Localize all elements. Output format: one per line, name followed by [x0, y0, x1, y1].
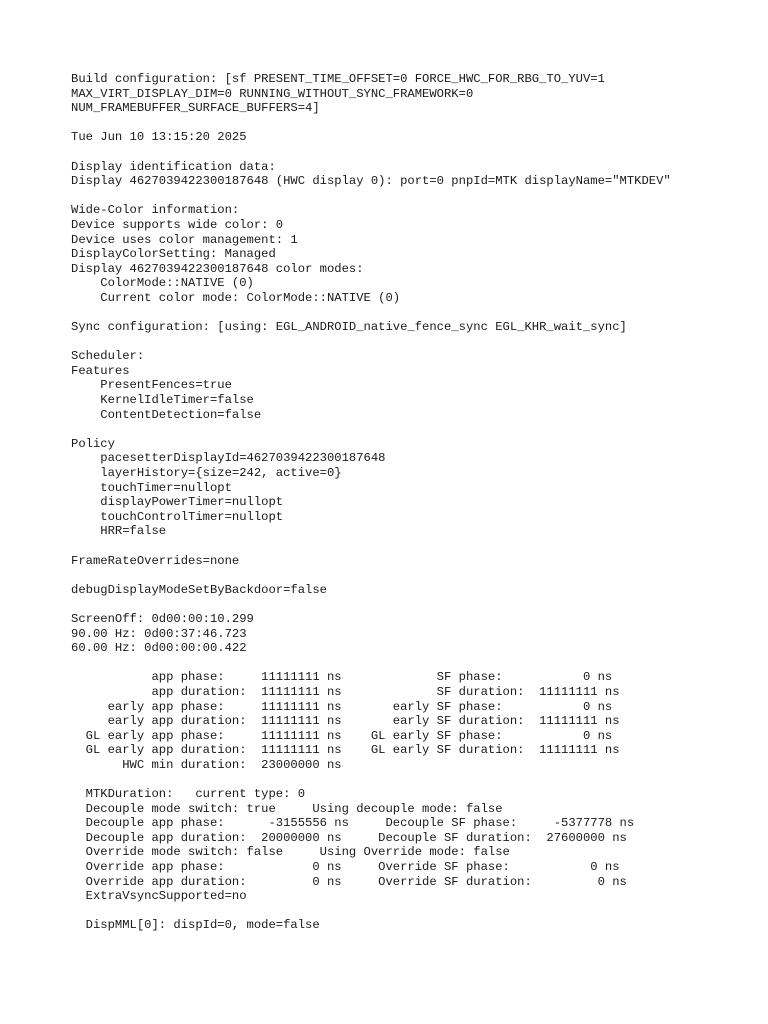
dump-line: [71, 422, 671, 437]
dump-line: displayPowerTimer=nullopt: [71, 495, 284, 510]
dump-line: touchTimer=nullopt: [71, 480, 232, 495]
dump-line: app phase: 11111111 ns SF phase: 0 ns: [71, 670, 613, 685]
dump-line: Build configuration: [sf PRESENT_TIME_OFFSET=0 FORCE_HWC_FOR_RBG_TO_YUV=1: [71, 72, 605, 86]
dump-line: debugDisplayModeSetByBackdoor=false: [71, 582, 327, 597]
dump-line: app duration: 11111111 ns SF duration: 11111111 ns: [71, 684, 620, 699]
dump-line: MTKDuration: current type: 0: [71, 787, 306, 802]
dump-line: [71, 335, 671, 350]
dump-line: Override mode switch: false Using Override mode: false: [71, 845, 510, 860]
dump-line: 90.00 Hz: 0d00:37:46.723: [71, 626, 247, 641]
dump-line: [71, 904, 671, 919]
dump-section-heading: Scheduler:: [71, 349, 145, 364]
dump-line: [71, 568, 671, 583]
dump-section-heading: Wide-Color information:: [71, 203, 240, 218]
dump-line: [71, 145, 671, 160]
dump-line: ScreenOff: 0d00:00:10.299: [71, 611, 254, 626]
dump-line: MAX_VIRT_DISPLAY_DIM=0 RUNNING_WITHOUT_SYNC_FRAMEWORK=0: [71, 86, 474, 101]
dump-line: NUM_FRAMEBUFFER_SURFACE_BUFFERS=4]: [71, 101, 320, 116]
dump-line: [71, 656, 671, 671]
dump-line: GL early app duration: 11111111 ns GL early SF duration: 11111111 ns: [71, 743, 620, 758]
dump-line: HRR=false: [71, 524, 167, 539]
dump-line: GL early app phase: 11111111 ns GL early SF phase: 0 ns: [71, 728, 613, 743]
surfaceflinger-dump-text: [71, 72, 671, 933]
dump-line: Decouple app phase: -3155556 ns Decouple SF phase: -5377778 ns: [71, 816, 635, 831]
dump-line: [71, 539, 671, 554]
dump-line: 60.00 Hz: 0d00:00:00.422: [71, 641, 247, 656]
dump-line: [71, 597, 671, 612]
dump-section-heading: Display identification data:: [71, 159, 276, 174]
dump-line: ColorMode::NATIVE (0): [71, 276, 254, 291]
dump-line: Device uses color management: 1: [71, 232, 298, 247]
dump-line: DisplayColorSetting: Managed: [71, 247, 276, 262]
dump-line: [71, 773, 671, 788]
dump-line: [71, 116, 671, 131]
dump-line: Override app phase: 0 ns Override SF phase: 0 ns: [71, 860, 620, 875]
dump-line: [71, 189, 671, 204]
dump-line: Sync configuration: [using: EGL_ANDROID_native_fence_sync EGL_KHR_wait_sync]: [71, 320, 627, 335]
dump-line: Current color mode: ColorMode::NATIVE (0): [71, 290, 401, 305]
dump-line: Display 4627039422300187648 color modes:: [71, 261, 364, 276]
dump-line: pacesetterDisplayId=4627039422300187648: [71, 451, 386, 466]
dump-line: Device supports wide color: 0: [71, 217, 284, 232]
dump-line: ContentDetection=false: [71, 407, 262, 422]
dump-line: KernelIdleTimer=false: [71, 393, 254, 408]
dump-section-heading: Features: [71, 363, 130, 378]
dump-line: DispMML[0]: dispId=0, mode=false: [71, 918, 320, 933]
dump-line: Display 4627039422300187648 (HWC display 0): port=0 pnpId=MTK displayName="MTKDEV": [71, 174, 671, 189]
dump-line: HWC min duration: 23000000 ns: [71, 757, 342, 772]
dump-line: [71, 306, 671, 321]
dump-line: PresentFences=true: [71, 378, 232, 393]
dump-line: early app phase: 11111111 ns early SF phase: 0 ns: [71, 699, 613, 714]
dump-line: touchControlTimer=nullopt: [71, 509, 284, 524]
dump-section-heading: Policy: [71, 436, 115, 451]
dump-line: early app duration: 11111111 ns early SF duration: 11111111 ns: [71, 714, 620, 729]
dump-line: Decouple mode switch: true Using decouple mode: false: [71, 801, 503, 816]
dump-line: FrameRateOverrides=none: [71, 553, 240, 568]
dump-timestamp: Tue Jun 10 13:15:20 2025: [71, 130, 247, 145]
dump-line: ExtraVsyncSupported=no: [71, 889, 247, 904]
dump-line: layerHistory={size=242, active=0}: [71, 466, 342, 481]
dump-line: Decouple app duration: 20000000 ns Decouple SF duration: 27600000 ns: [71, 830, 627, 845]
dump-line: Override app duration: 0 ns Override SF duration: 0 ns: [71, 874, 627, 889]
